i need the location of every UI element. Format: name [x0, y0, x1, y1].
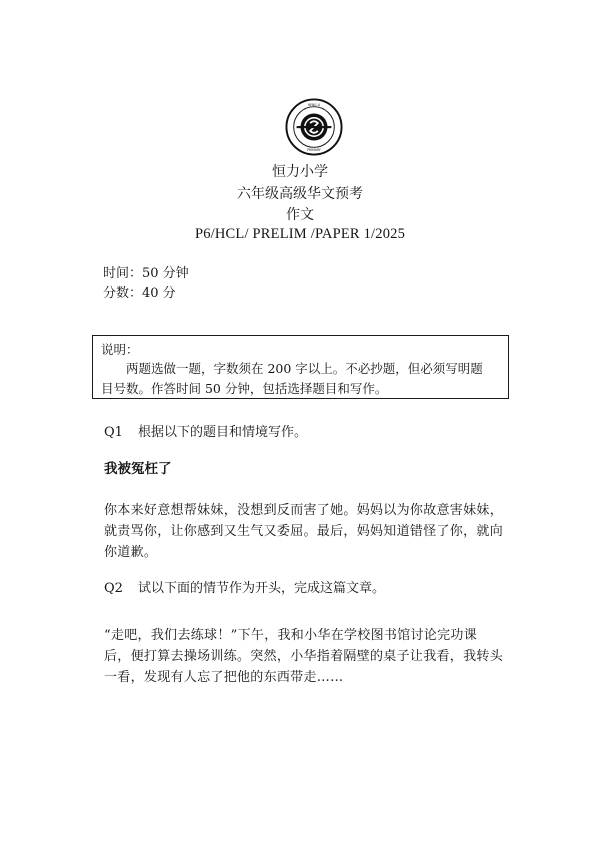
question-2-line-2: 后，便打算去操场训练。突然，小华指着隔壁的桌子让我看，我转头 — [104, 649, 504, 664]
question-2-number: Q2 — [104, 581, 123, 596]
exam-level: 六年级高级华文预考 — [237, 186, 363, 202]
question-2-heading — [104, 577, 385, 596]
time-allowed: 时间：50 分钟 — [103, 266, 189, 281]
question-1-title: 我被冤枉了 — [104, 461, 172, 477]
question-1-heading — [104, 421, 307, 440]
instructions-label: 说明： — [101, 342, 139, 357]
school-name: 恒力小学 — [272, 164, 328, 180]
question-2-line-1: “走吧，我们去练球！”下午，我和小华在学校图书馆讨论完功课 — [104, 628, 477, 643]
exam-subject: 作文 — [286, 207, 314, 223]
instructions-box — [92, 335, 509, 399]
question-1-prompt: 根据以下的题目和情境写作。 — [138, 425, 308, 440]
instructions-line-2: 目号数。作答时间 50 分钟，包括选择题目和写作。 — [101, 381, 388, 396]
question-2-line-3: 一看，发现有人忘了把他的东西带走…… — [104, 670, 344, 685]
question-1-line-2: 就责骂你，让你感到又生气又委屈。最后，妈妈知道错怪了你，就向 — [104, 524, 504, 539]
school-crest-logo — [285, 98, 343, 156]
question-1-line-3: 你道歉。 — [104, 545, 158, 560]
svg-text:HENG LI: HENG LI — [307, 103, 321, 108]
question-2-prompt: 试以下面的情节作为开头，完成这篇文章。 — [138, 581, 386, 596]
instructions-line-1: 两题选做一题，字数须在 200 字以上。不必抄题，但必须写明题 — [126, 361, 483, 376]
total-marks: 分数：40 分 — [103, 286, 176, 301]
paper-code: P6/HCL/ PRELIM /PAPER 1/2025 — [194, 226, 406, 242]
question-1-line-1: 你本来好意想帮妹妹，没想到反而害了她。妈妈以为你故意害妹妹， — [104, 503, 504, 518]
question-1-number: Q1 — [104, 425, 123, 440]
svg-text:PRIMARY: PRIMARY — [307, 148, 321, 153]
